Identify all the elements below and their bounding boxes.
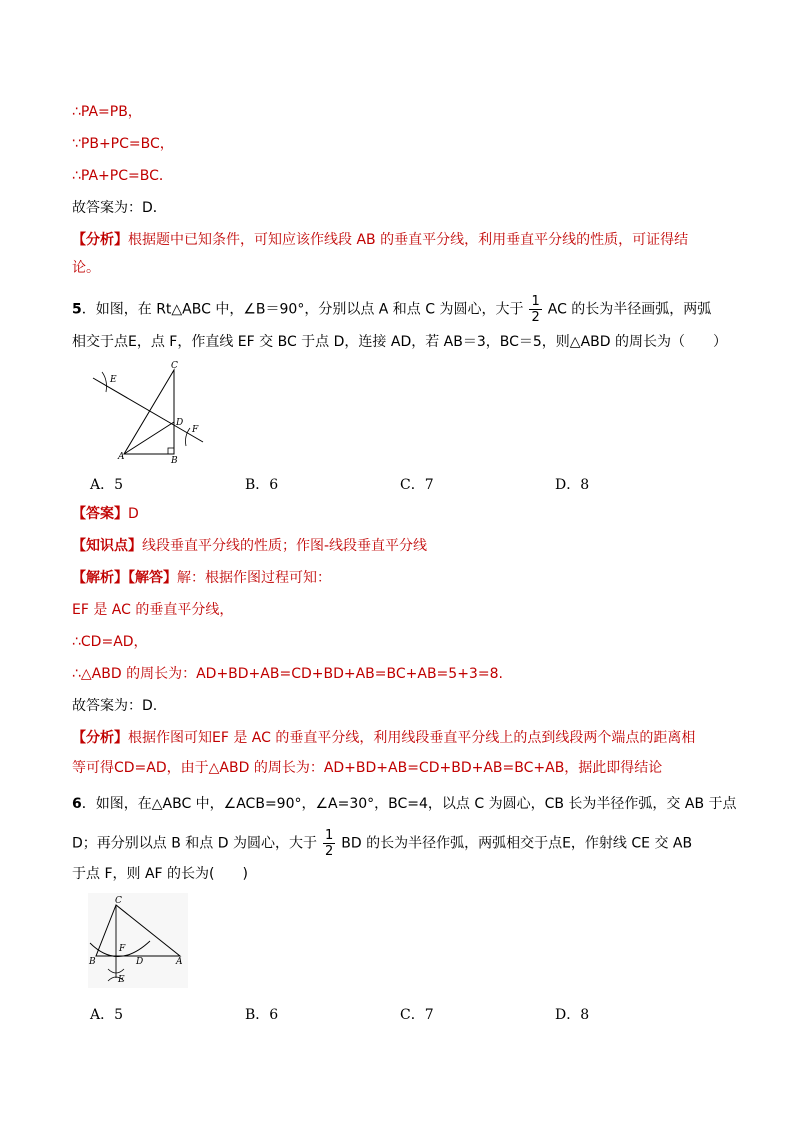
q5-arc-e	[102, 372, 107, 392]
q5-analysis-line-2: 等可得CD=AD，由于△ABD 的周长为：AD+BD+AB=CD+BD+AB=BC+AB，据此即得结论	[72, 760, 663, 776]
q5-sol-step-3: ∴△ABD 的周长为：AD+BD+AB=CD+BD+AB=BC+AB=5+3=8.	[72, 666, 503, 682]
q6-label-a: A	[176, 957, 183, 967]
q5-sol-intro: 解：根据作图过程可知：	[177, 570, 331, 586]
q6-figure	[88, 893, 188, 988]
q5-option-d: D．8	[555, 477, 590, 493]
q5-stem-a: ．如图，在 Rt△ABC 中，∠B＝90°，分别以点 A 和点 C 为圆心，大于	[81, 301, 524, 318]
q5-option-b: B．6	[245, 477, 279, 493]
q5-an-tag: 【分析】	[72, 730, 128, 746]
q6-stem-line-1	[72, 794, 737, 814]
q5-label-c: C	[171, 361, 178, 371]
q6-stem-line-2	[72, 828, 692, 859]
q6-label-d: D	[136, 957, 144, 967]
q5-analysis-line-1	[72, 728, 695, 748]
q5-stem-b: AC 的长为半径画弧，两弧	[547, 301, 712, 318]
q5-frac-den: 2	[531, 310, 540, 325]
q5-sol-step-1: EF 是 AC 的垂直平分线，	[72, 602, 234, 618]
q5-triangle-abc	[124, 370, 174, 454]
q6-option-c: C．7	[400, 1007, 434, 1023]
q5-options	[90, 474, 710, 494]
q6-frac-den: 2	[324, 844, 334, 859]
q5-number: 5	[72, 301, 82, 318]
q6-label-e: E	[118, 975, 125, 985]
q5-sol-tag: 【解析】【解答】	[72, 570, 177, 586]
q5-label-f: F	[192, 425, 199, 435]
q5-an-text: 根据作图可知EF 是 AC 的垂直平分线，利用线段垂直平分线上的点到线段两个端点的距离相	[128, 730, 696, 746]
q6-label-c: C	[115, 896, 122, 906]
q6-stem-line-3: 于点 F，则 AF 的长为( )	[72, 866, 248, 882]
q5-kp: 线段垂直平分线的性质；作图-线段垂直平分线	[142, 538, 428, 554]
q5-solution-line	[72, 568, 331, 588]
prev-analysis-line-1	[72, 230, 688, 250]
q6-stem-c: BD 的长为半径作弧，两弧相交于点E，作射线 CE 交 AB	[341, 835, 693, 852]
q6-option-d: D．8	[555, 1007, 590, 1023]
q6-label-b: B	[89, 957, 96, 967]
q6-number: 6	[72, 796, 82, 812]
q5-label-b: B	[171, 456, 178, 465]
q6-frac-num: 1	[324, 828, 334, 843]
q6-label-f: F	[119, 944, 126, 954]
q6-fraction	[323, 828, 335, 859]
q5-option-c: C．7	[400, 477, 434, 493]
prev-answer-line: 故答案为：D．	[72, 200, 167, 216]
q5-stem-line-1	[72, 294, 711, 325]
prev-line-3: ∴PA+PC=BC．	[72, 168, 173, 184]
q5-segment-ad	[124, 422, 174, 454]
q6-option-b: B．6	[245, 1007, 279, 1023]
q5-sol-step-4: 故答案为：D.	[72, 698, 158, 714]
q5-label-d: D	[176, 418, 184, 428]
prev-line-2: ∵PB+PC=BC，	[72, 136, 174, 152]
q5-arc-f	[186, 428, 191, 446]
prev-analysis-line-2: 论。	[72, 260, 100, 276]
q5-fraction	[529, 294, 541, 325]
prev-line-1: ∴PA=PB，	[72, 104, 142, 120]
q6-option-a: A．5	[90, 1007, 124, 1023]
q5-right-angle-mark	[168, 448, 174, 454]
q5-stem-line-2: 相交于点E，点 F，作直线 EF 交 BC 于点 D，连接 AD，若 AB＝3，BC＝5，则△ABD 的周长为（ ）	[72, 334, 727, 350]
q5-line-ef	[93, 378, 203, 442]
q6-stem-a: ．如图，在△ABC 中，∠ACB=90°，∠A=30°，BC=4，以点 C 为圆心，CB 长为半径作弧，交 AB 于点	[81, 796, 737, 812]
q5-sol-step-2: ∴CD=AD，	[72, 634, 148, 650]
q5-knowledge-line	[72, 536, 427, 556]
q6-figure-bg	[88, 893, 188, 988]
analysis-tag: 【分析】	[72, 232, 128, 248]
q5-label-a: A	[118, 452, 125, 462]
q5-kp-tag: 【知识点】	[72, 538, 142, 554]
q6-stem-b: D；再分别以点 B 和点 D 为圆心，大于	[72, 835, 317, 852]
q5-figure	[88, 360, 208, 465]
q5-option-a: A．5	[90, 477, 124, 493]
q5-answer: D	[128, 506, 139, 522]
q5-answer-tag: 【答案】	[72, 506, 128, 522]
q6-options	[90, 1004, 710, 1024]
q5-answer-line	[72, 504, 139, 524]
q5-frac-num: 1	[531, 294, 540, 309]
q5-label-e: E	[110, 375, 117, 385]
analysis-text: 根据题中已知条件，可知应该作线段 AB 的垂直平分线，利用垂直平分线的性质，可证得结	[128, 232, 689, 248]
